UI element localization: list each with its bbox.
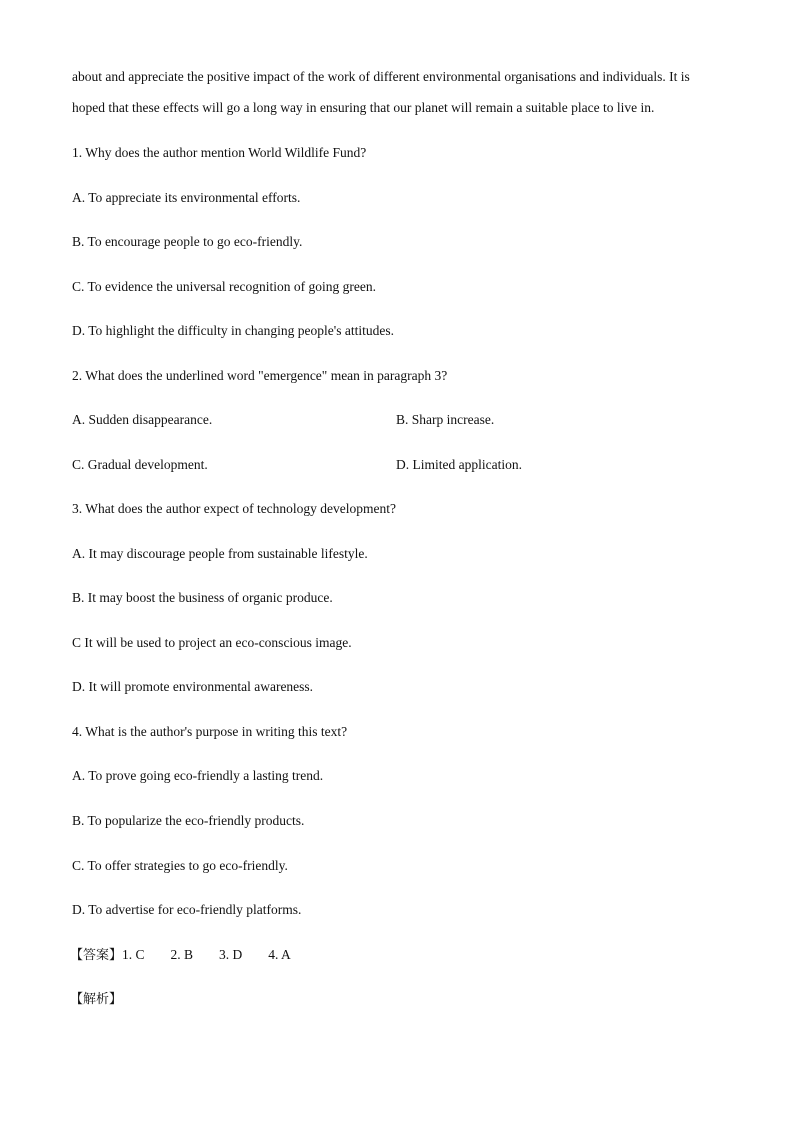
question-1-stem: 1. Why does the author mention World Wildlife Fund? <box>72 145 367 160</box>
answer-label: 【答案】 <box>70 948 123 963</box>
question-1-option-b: B. To encourage people to go eco-friendly. <box>72 234 303 249</box>
analysis-row <box>70 990 122 1009</box>
passage-line-1: about and appreciate the positive impact of the work of different environmental organisations and individuals. It is <box>72 69 690 84</box>
question-4-option-d: D. To advertise for eco-friendly platforms. <box>72 902 302 917</box>
question-2-option-b: B. Sharp increase. <box>396 412 495 427</box>
question-4-stem: 4. What is the author's purpose in writing this text? <box>72 724 348 739</box>
question-4-option-a: A. To prove going eco-friendly a lasting trend. <box>72 768 324 783</box>
question-3-option-a: A. It may discourage people from sustainable lifestyle. <box>72 546 368 561</box>
question-2-option-d: D. Limited application. <box>396 457 522 472</box>
question-4-option-c: C. To offer strategies to go eco-friendly. <box>72 858 288 873</box>
question-3-option-c: C It will be used to project an eco-conscious image. <box>72 635 352 650</box>
question-3-stem: 3. What does the author expect of technology development? <box>72 501 397 516</box>
question-3-option-b: B. It may boost the business of organic produce. <box>72 590 333 605</box>
analysis-label: 【解析】 <box>70 992 123 1007</box>
question-1-option-c: C. To evidence the universal recognition of going green. <box>72 279 376 294</box>
passage-line-2: hoped that these effects will go a long way in ensuring that our planet will remain a suitable place to live in. <box>72 100 655 115</box>
answer-item: 4. A <box>268 947 291 962</box>
answer-item: 2. B <box>170 947 194 962</box>
question-2-stem: 2. What does the underlined word "emergence" mean in paragraph 3? <box>72 368 448 383</box>
answer-row <box>70 946 291 965</box>
answer-item: 1. C <box>122 947 145 962</box>
question-2-option-c: C. Gradual development. <box>72 457 208 472</box>
question-1-option-d: D. To highlight the difficulty in changing people's attitudes. <box>72 323 394 338</box>
question-3-option-d: D. It will promote environmental awareness. <box>72 679 314 694</box>
question-1-option-a: A. To appreciate its environmental efforts. <box>72 190 301 205</box>
question-2-option-a: A. Sudden disappearance. <box>72 412 213 427</box>
answer-item: 3. D <box>219 947 243 962</box>
question-4-option-b: B. To popularize the eco-friendly products. <box>72 813 305 828</box>
